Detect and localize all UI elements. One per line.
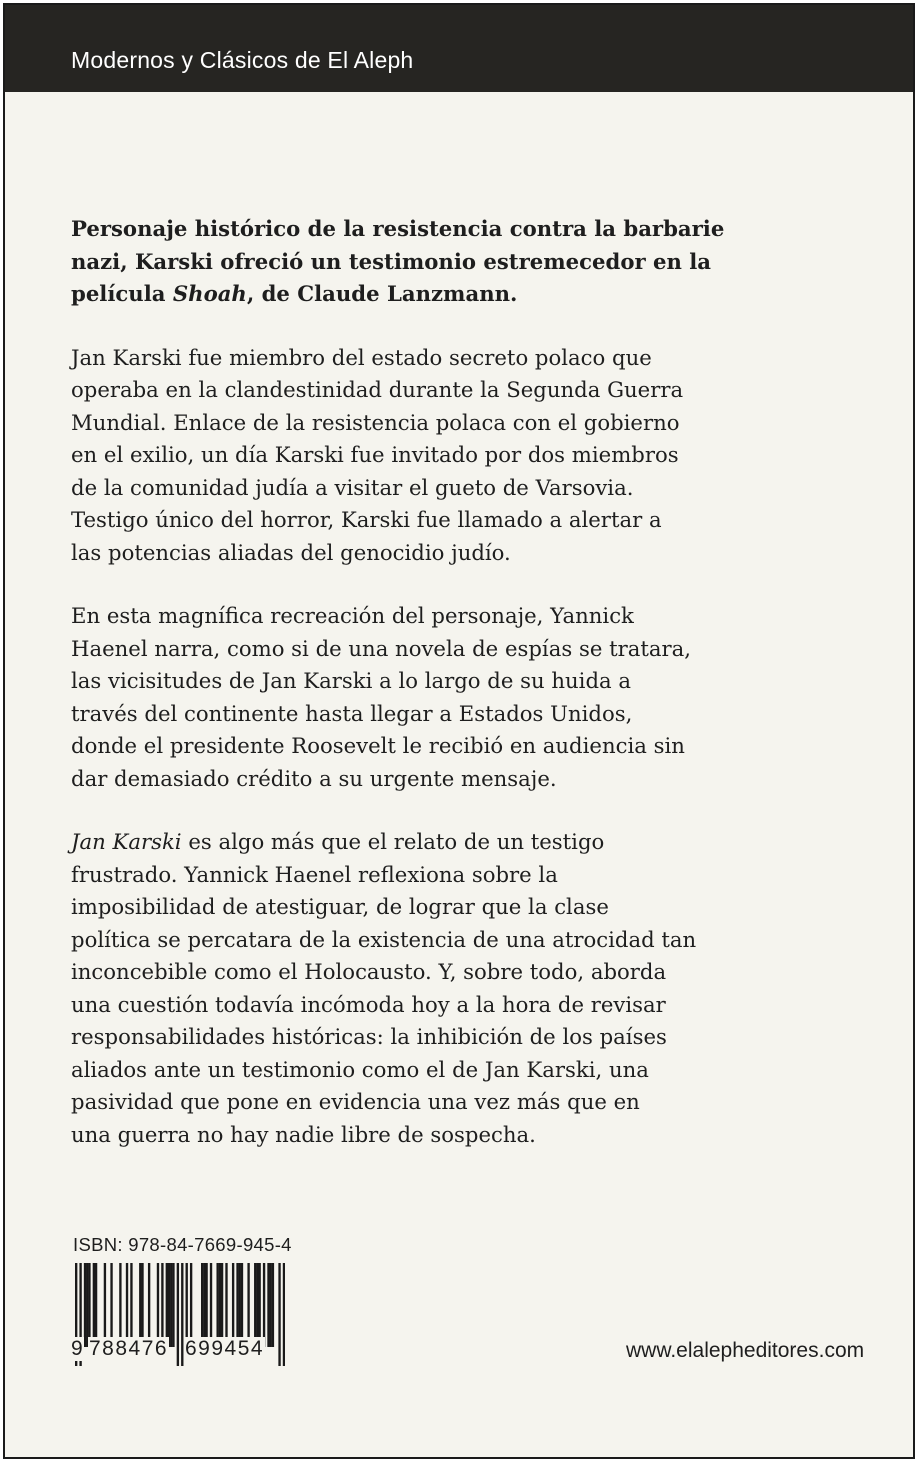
barcode-bar: [270, 1263, 272, 1347]
barcode-bar: [283, 1263, 285, 1366]
barcode-bar: [168, 1263, 170, 1347]
barcode-bar: [272, 1263, 274, 1347]
barcode-bar: [258, 1263, 260, 1347]
barcode-bar: [130, 1263, 132, 1347]
barcode-bar: [278, 1263, 280, 1366]
barcode-bar: [126, 1263, 128, 1347]
publisher-website: www.elalepheditores.com: [626, 1339, 865, 1362]
barcode-bar: [201, 1263, 203, 1347]
barcode-bar: [95, 1263, 97, 1347]
barcode-bar: [88, 1263, 90, 1347]
barcode-bar: [241, 1263, 243, 1347]
paragraph-line: través del continente hasta llegar a Estados Unidos,: [71, 700, 633, 726]
barcode-bar: [93, 1263, 95, 1347]
blurb: [71, 213, 771, 1182]
barcode-bar: [221, 1263, 223, 1347]
paragraph-line: Haenel narra, como si de una novela de espías se tratara,: [71, 635, 692, 661]
barcode-bar: [148, 1263, 150, 1347]
paragraph-line: Mundial. Enlace de la resistencia polaca con el gobierno: [71, 409, 680, 435]
barcode-bar: [256, 1263, 258, 1347]
barcode-digits-right: 699454: [185, 1337, 265, 1360]
barcode-bar: [239, 1263, 241, 1347]
barcode-bar: [190, 1263, 192, 1347]
barcode-bar: [225, 1263, 227, 1347]
barcode-bar: [157, 1263, 159, 1347]
barcode-bar: [267, 1263, 269, 1347]
barcode-bar: [263, 1263, 265, 1347]
paragraph-line: En esta magnífica recreación del personaje, Yannick: [71, 603, 634, 628]
barcode-digit-first: 9: [71, 1337, 83, 1360]
barcode-bar: [205, 1263, 207, 1347]
paragraph-line: Jan Karski fue miembro del estado secreto polaco que: [71, 344, 652, 370]
paragraph-line: donde el presidente Roosevelt le recibió en audiencia sin: [71, 733, 685, 758]
paragraph-line: frustrado. Yannick Haenel reflexiona sobre la: [71, 861, 558, 887]
barcode-bar: [172, 1263, 174, 1347]
paragraph-line: pasividad que pone en evidencia una vez más que en: [71, 1089, 640, 1114]
isbn-label: ISBN: 978-84-7669-945-4: [73, 1234, 292, 1255]
barcode-bar: [161, 1263, 163, 1347]
paragraph-line: una cuestión todavía incómoda hoy a la hora de revisar: [71, 991, 666, 1017]
series-title: Modernos y Clásicos de El Aleph: [71, 47, 414, 73]
paragraph-line: aliados ante un testimonio como el de Jan Karski, una: [71, 1056, 649, 1082]
lead-line: Personaje histórico de la resistencia contra la barbarie: [71, 216, 725, 241]
paragraph-line: dar demasiado crédito a su urgente mensaje.: [71, 765, 557, 791]
barcode-bar: [247, 1263, 249, 1347]
paragraph-2: [71, 600, 771, 795]
film-title-shoah: Shoah: [172, 281, 247, 306]
paragraph-3: [71, 826, 771, 1151]
paragraph-line: las vicisitudes de Jan Karski a lo largo de su huida a: [71, 668, 632, 693]
paragraph-line: política se percatara de la existencia de una atrocidad tan: [71, 926, 697, 952]
barcode-bar: [210, 1263, 212, 1347]
lead-line-after: , de Claude Lanzmann.: [246, 281, 518, 306]
paragraph-line: [71, 826, 771, 859]
barcode-bar: [254, 1263, 256, 1347]
paragraph-line: operaba en la clandestinidad durante la Segunda Guerra: [71, 377, 684, 402]
paragraph-line: las potencias aliadas del genocidio judío.: [71, 539, 511, 565]
paragraph-line: Testigo único del horror, Karski fue llamado a alertar a: [71, 507, 662, 532]
barcode-bar: [186, 1263, 188, 1347]
barcode-digits-left: 788476: [89, 1337, 169, 1360]
barcode-bar: [216, 1263, 218, 1347]
barcode-bar: [177, 1263, 179, 1366]
paragraph-line: imposibilidad de atestiguar, de lograr que la clase: [71, 894, 609, 919]
back-cover: [3, 3, 915, 1459]
barcode-bar: [203, 1263, 205, 1347]
book-title-jan-karski: Jan Karski: [71, 829, 182, 854]
paragraph-line: en el exilio, un día Karski fue invitado por dos miembros: [71, 442, 679, 467]
barcode-bar: [104, 1263, 106, 1347]
barcode-bar: [110, 1263, 112, 1347]
barcode-bar: [86, 1263, 88, 1347]
barcode-bar: [219, 1263, 221, 1347]
barcode-bar: [236, 1263, 238, 1347]
barcode-bar: [170, 1263, 172, 1347]
barcode-bar: [232, 1263, 234, 1347]
barcode-bar: [139, 1263, 141, 1347]
barcode-bar: [119, 1263, 121, 1347]
lead-line: nazi, Karski ofreció un testimonio estremecedor en la: [71, 248, 712, 274]
series-header-bar: [5, 5, 913, 92]
lead-line: [71, 278, 771, 311]
barcode-bar: [141, 1263, 143, 1347]
lead-paragraph: [71, 213, 771, 311]
paragraph-line: de la comunidad judía a visitar el gueto de Varsovia.: [71, 474, 634, 500]
paragraph-line: responsabilidades históricas: la inhibición de los países: [71, 1024, 667, 1049]
paragraph-line: una guerra no hay nadie libre de sospecha.: [71, 1121, 536, 1147]
barcode-bar: [84, 1263, 86, 1347]
lead-line-before: película: [71, 281, 173, 306]
barcode-bar: [166, 1263, 168, 1347]
paragraph-line: inconcebible como el Holocausto. Y, sobre todo, aborda: [71, 959, 667, 984]
paragraph-line-after: es algo más que el relato de un testigo: [181, 829, 605, 854]
paragraph-1: [71, 342, 771, 570]
